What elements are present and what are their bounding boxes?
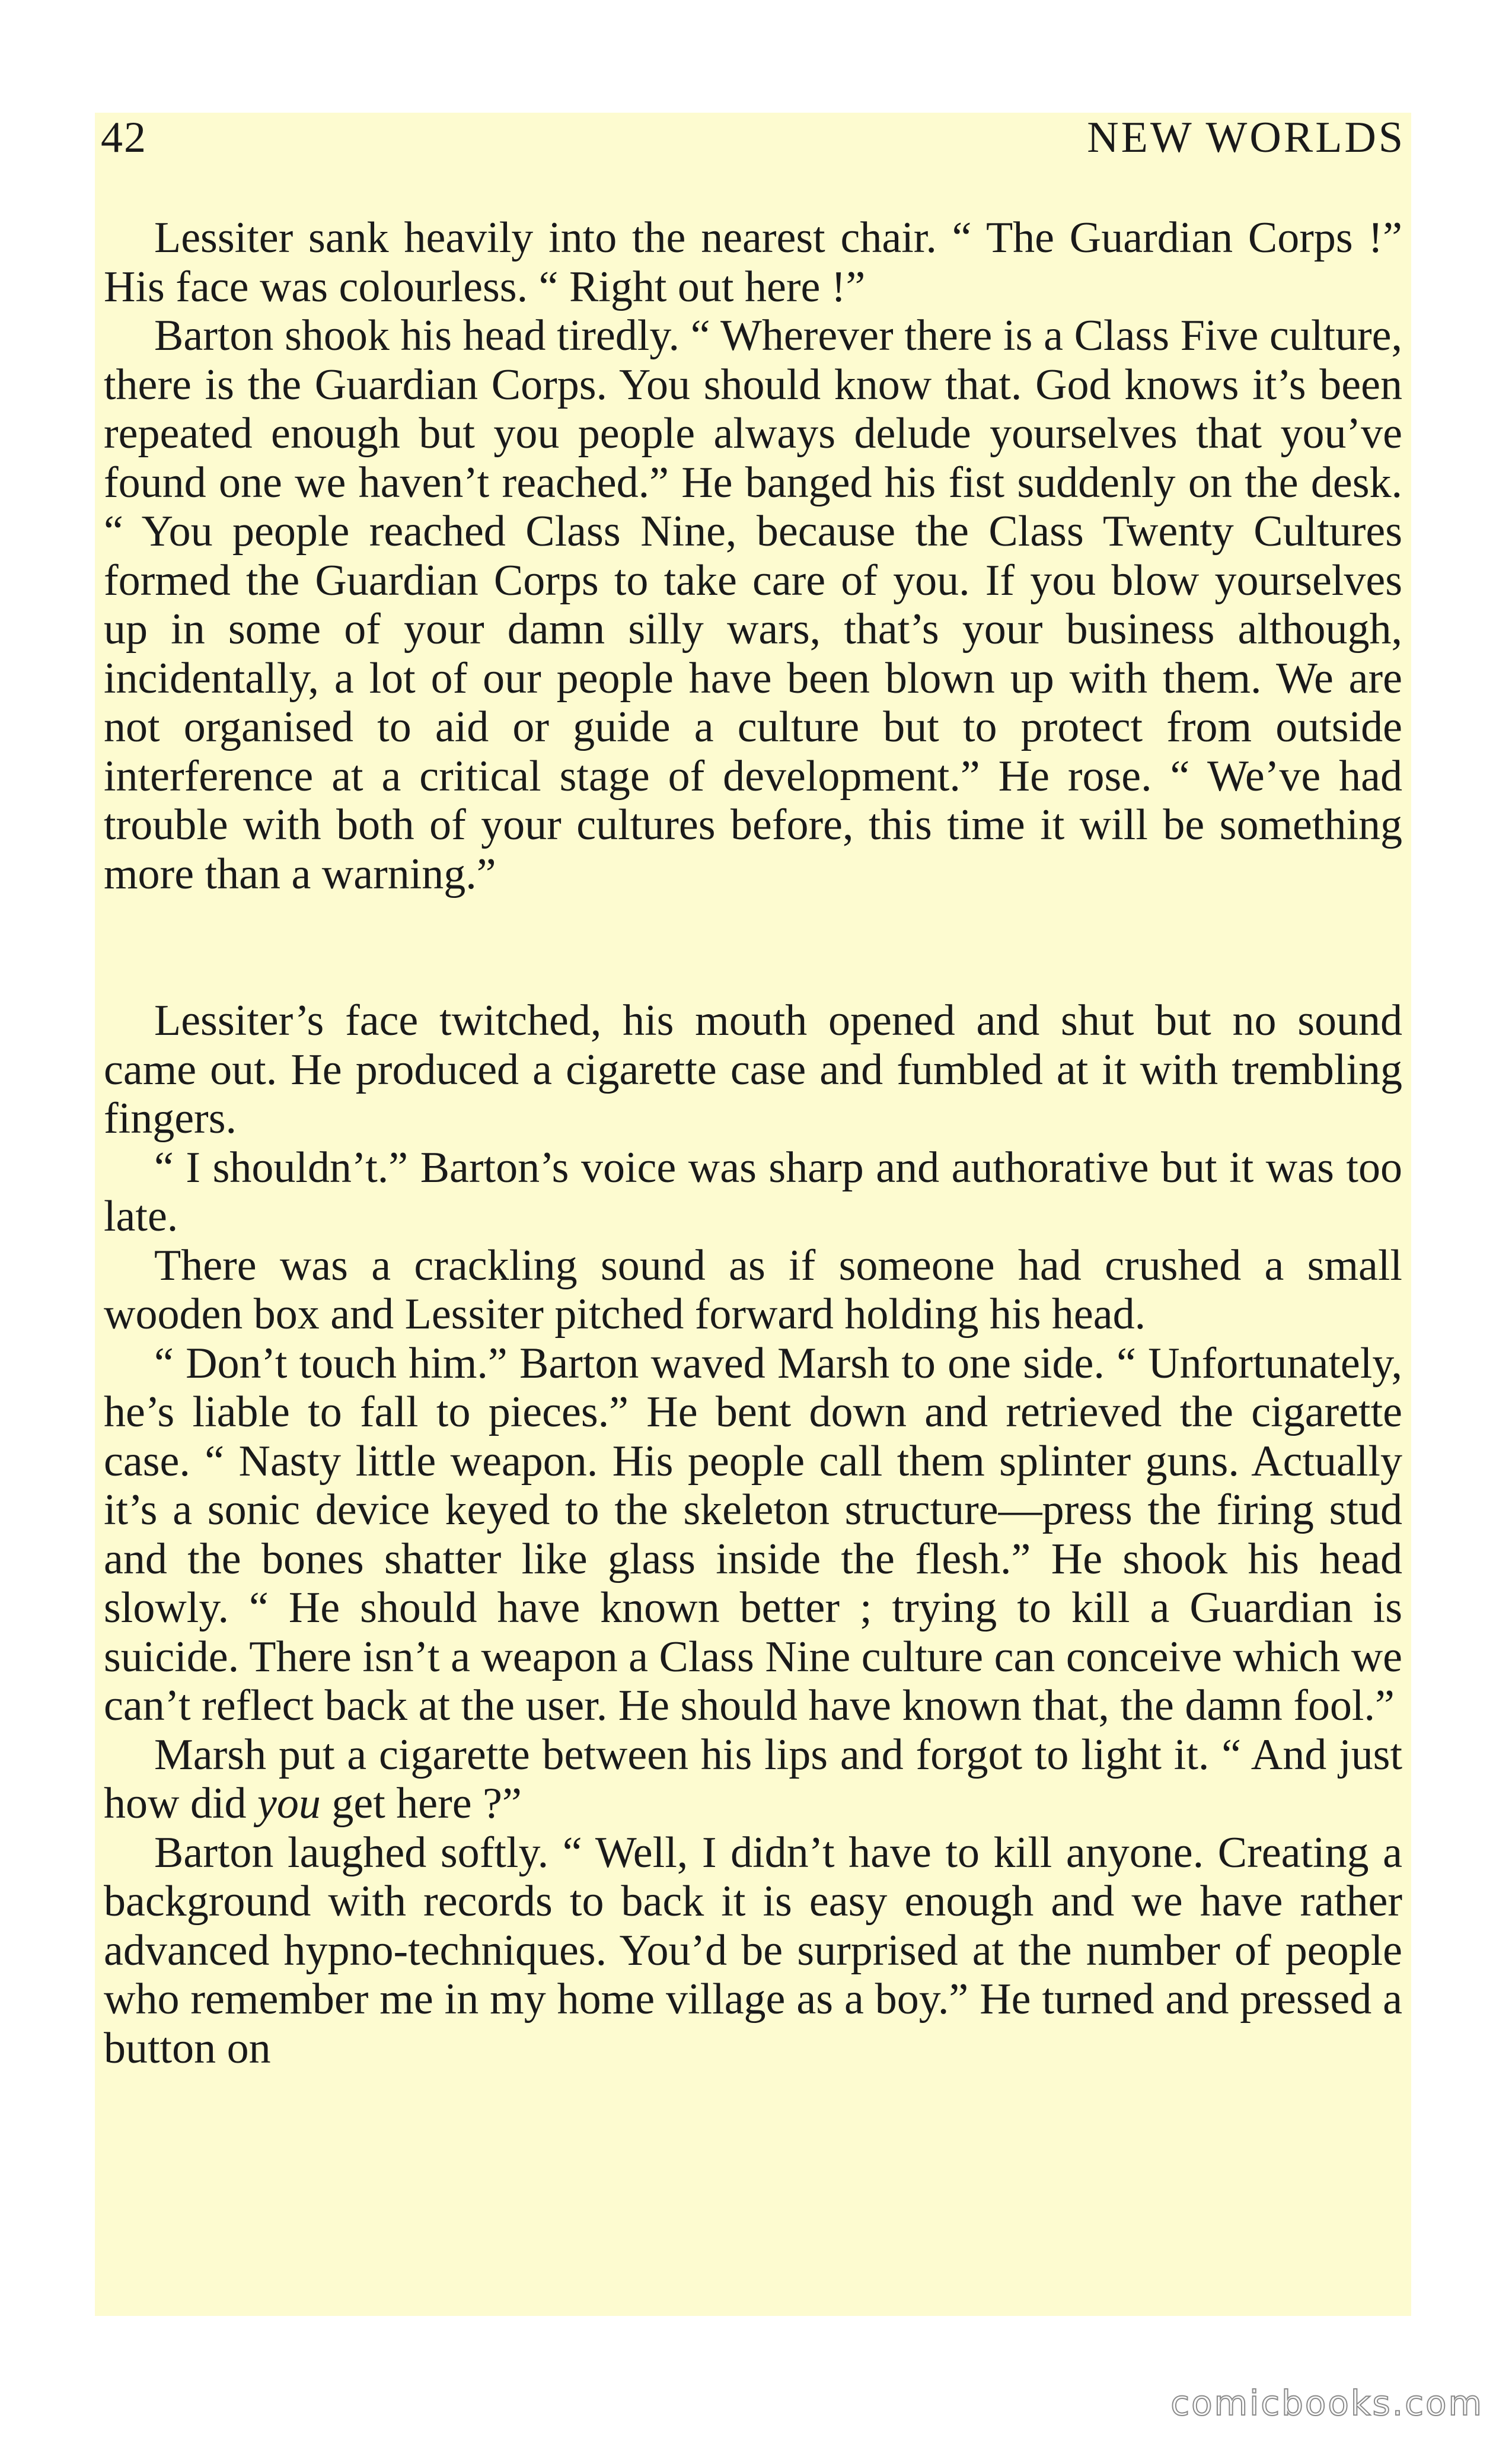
- text-run: get here ?”: [320, 1779, 522, 1828]
- paragraph: Barton shook his head tiredly. “ Wherever there is a Class Five culture, there is the Guardian Corps. You should know that. God knows it’s been repeated enough but you people always delude yourselves that you’ve found one we haven’t reached.” He banged his fist suddenly on the desk. “ You people reached Class Nine, because the Class Twenty Cultures formed the Guardian Corps to take care of you. If you blow yourselves up in some of your damn silly wars, that’s your business although, incidentally, a lot of our people have been blown up with them. We are not organised to aid or guide a culture but to protect from outside interference at a critical stage of development.” He rose. “ We’ve had trouble with both of your cultures before, this time it will be something more than a warning.”: [104, 311, 1402, 898]
- paragraph: Barton laughed softly. “ Well, I didn’t have to kill anyone. Creating a background with records to back it is easy enough and we have rather advanced hypno-techniques. You’d be surprised at the number of people who remember me in my home village as a boy.” He turned and pressed a button on: [104, 1828, 1402, 2073]
- paragraph: “ Don’t touch him.” Barton waved Marsh to one side. “ Unfortunately, he’s liable to fall to pieces.” He bent down and retrieved the cigarette case. “ Nasty little weapon. His people call them splinter guns. Actually it’s a sonic device keyed to the skeleton structure—press the firing stud and the bones shatter like glass inside the flesh.” He shook his head slowly. “ He should have known better ; trying to kill a Guardian is suicide. There isn’t a weapon a Class Nine culture can conceive which we can’t reflect back at the user. He should have known that, the damn fool.”: [104, 1339, 1402, 1730]
- story-text: [104, 214, 1402, 2073]
- emphasized-word: you: [257, 1779, 321, 1828]
- paragraph: “ I shouldn’t.” Barton’s voice was sharp and authorative but it was too late.: [104, 1143, 1402, 1241]
- running-header: [95, 113, 1411, 184]
- text-run: Marsh put a cigarette between his lips and forgot to light it. “ And just how did: [104, 1730, 1402, 1828]
- page-number: 42: [101, 113, 147, 162]
- watermark: comicbooks.com: [1170, 2383, 1484, 2423]
- magazine-title: NEW WORLDS: [1087, 113, 1405, 162]
- page: [95, 113, 1411, 2316]
- paragraph: [104, 1731, 1402, 1828]
- paragraph: Lessiter’s face twitched, his mouth opened and shut but no sound came out. He produced a cigarette case and fumbled at it with trembling fingers.: [104, 996, 1402, 1143]
- paragraph: There was a crackling sound as if someone had crushed a small wooden box and Lessiter pitched forward holding his head.: [104, 1241, 1402, 1339]
- paragraph: Lessiter sank heavily into the nearest chair. “ The Guardian Corps !” His face was colourless. “ Right out here !”: [104, 214, 1402, 311]
